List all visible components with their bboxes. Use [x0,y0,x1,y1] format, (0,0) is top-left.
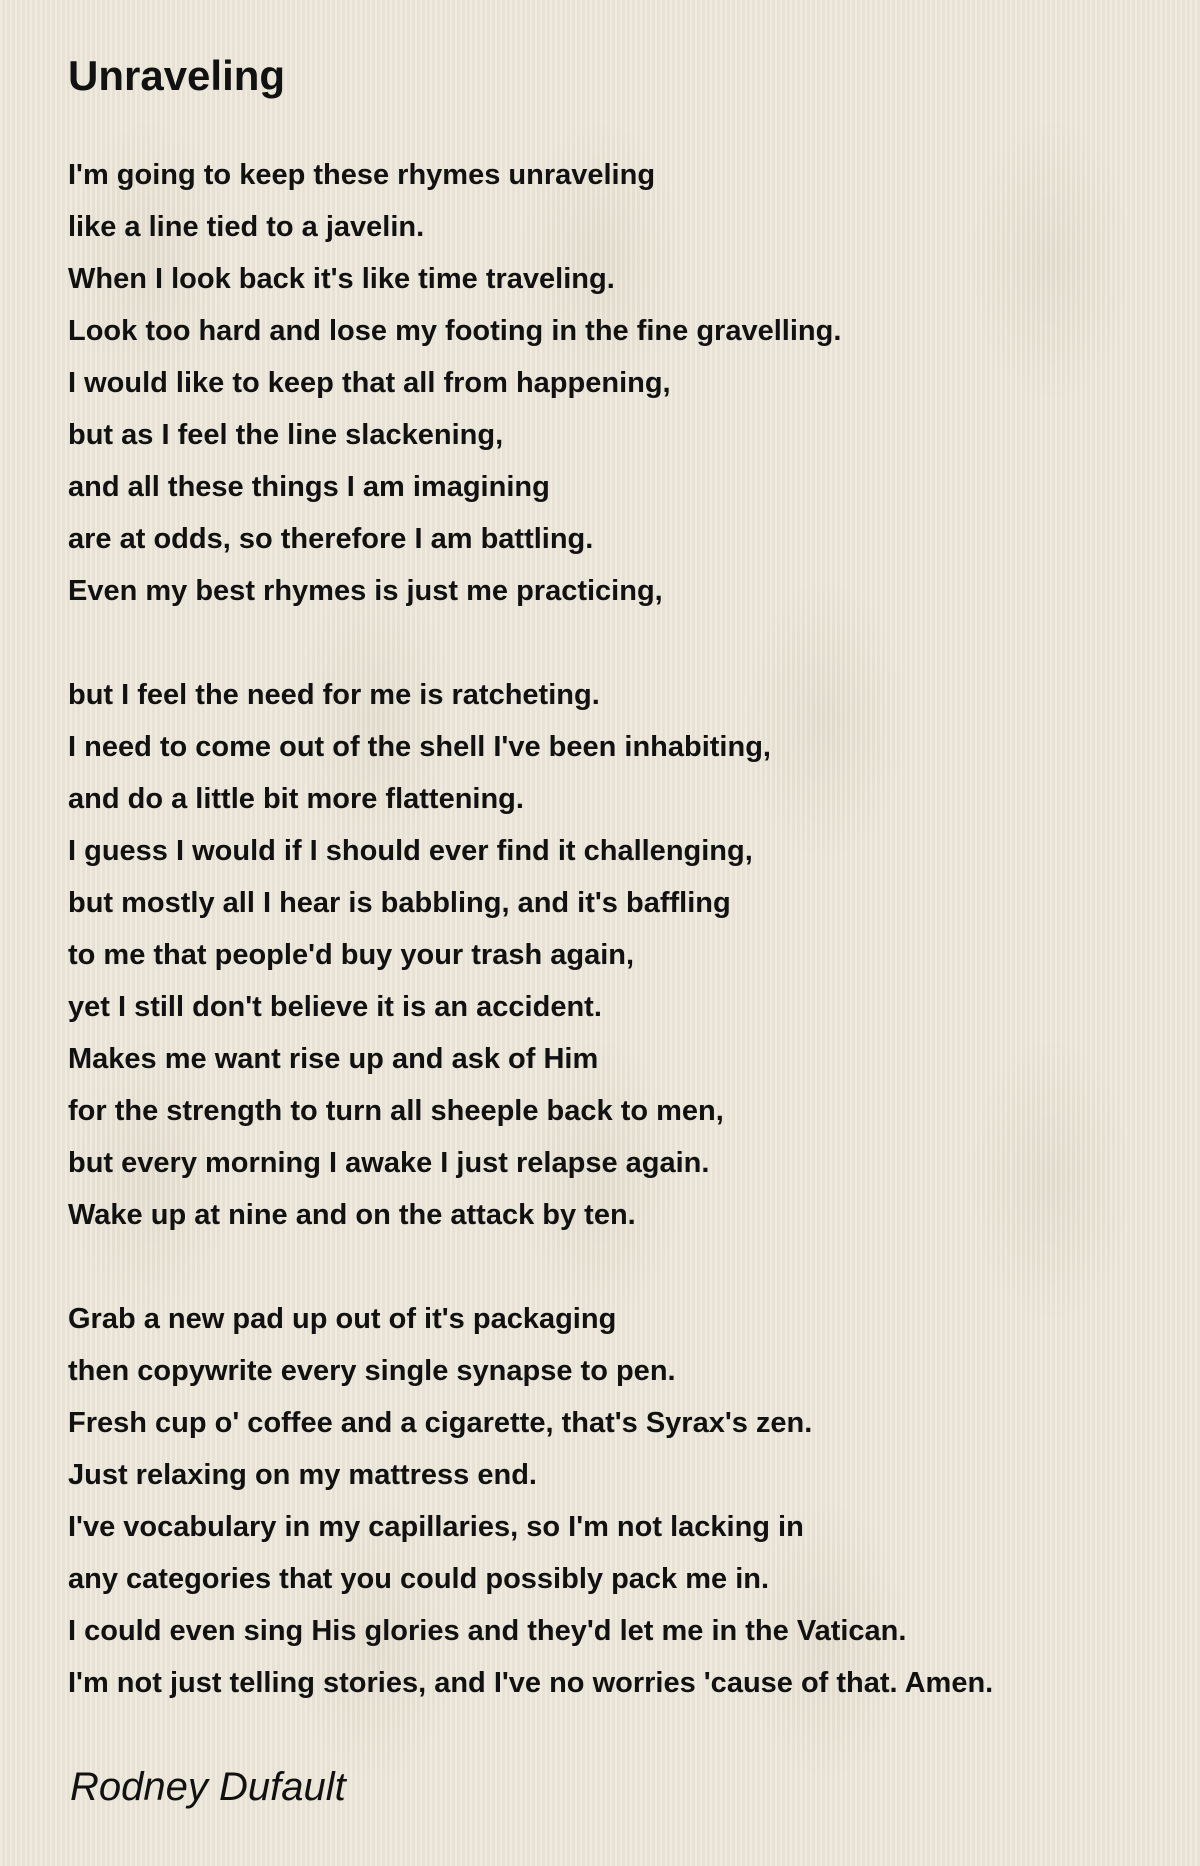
poem-line: Makes me want rise up and ask of Him [68,1043,599,1075]
poem-line: to me that people'd buy your trash again, [68,939,635,971]
poem-line: I've vocabulary in my capillaries, so I'm not lacking in [68,1511,804,1543]
poem-title: Unraveling [68,52,286,99]
poem-line: but I feel the need for me is ratcheting. [68,679,600,711]
poem-line: but mostly all I hear is babbling, and it's baffling [68,887,731,919]
poem-line: yet I still don't believe it is an accident. [68,991,602,1023]
poem-line: I need to come out of the shell I've been inhabiting, [68,731,771,763]
poem-body [68,149,1178,1761]
poem-line: Look too hard and lose my footing in the fine gravelling. [68,315,842,347]
poem-line: Just relaxing on my mattress end. [68,1459,537,1491]
poem-line: for the strength to turn all sheeple back to men, [68,1095,724,1127]
poem-line: like a line tied to a javelin. [68,211,425,243]
poem-line: and all these things I am imagining [68,471,550,503]
poem-line: I could even sing His glories and they'd let me in the Vatican. [68,1615,907,1647]
poem-line: I guess I would if I should ever find it challenging, [68,835,753,867]
poem-line: I'm going to keep these rhymes unraveling [68,159,656,191]
stanza-3 [68,1293,1178,1709]
poem-line: Fresh cup o' coffee and a cigarette, that's Syrax's zen. [68,1407,813,1439]
poem-line: any categories that you could possibly pack me in. [68,1563,770,1595]
poem-line: I'm not just telling stories, and I've no worries 'cause of that. Amen. [68,1667,994,1699]
poem-line: then copywrite every single synapse to pen. [68,1355,676,1387]
poem-line: Grab a new pad up out of it's packaging [68,1303,617,1335]
poem-line: but as I feel the line slackening, [68,419,504,451]
poem-line: I would like to keep that all from happening, [68,367,671,399]
poem-line: but every morning I awake I just relapse again. [68,1147,710,1179]
poem-line: are at odds, so therefore I am battling. [68,523,594,555]
poem-line: Even my best rhymes is just me practicing, [68,575,663,607]
stanza-1 [68,149,1178,617]
stanza-2 [68,669,1178,1241]
poem-author: Rodney Dufault [70,1765,346,1809]
poem-line: Wake up at nine and on the attack by ten. [68,1199,636,1231]
poem-line: and do a little bit more flattening. [68,783,524,815]
poem-line: When I look back it's like time traveling. [68,263,615,295]
